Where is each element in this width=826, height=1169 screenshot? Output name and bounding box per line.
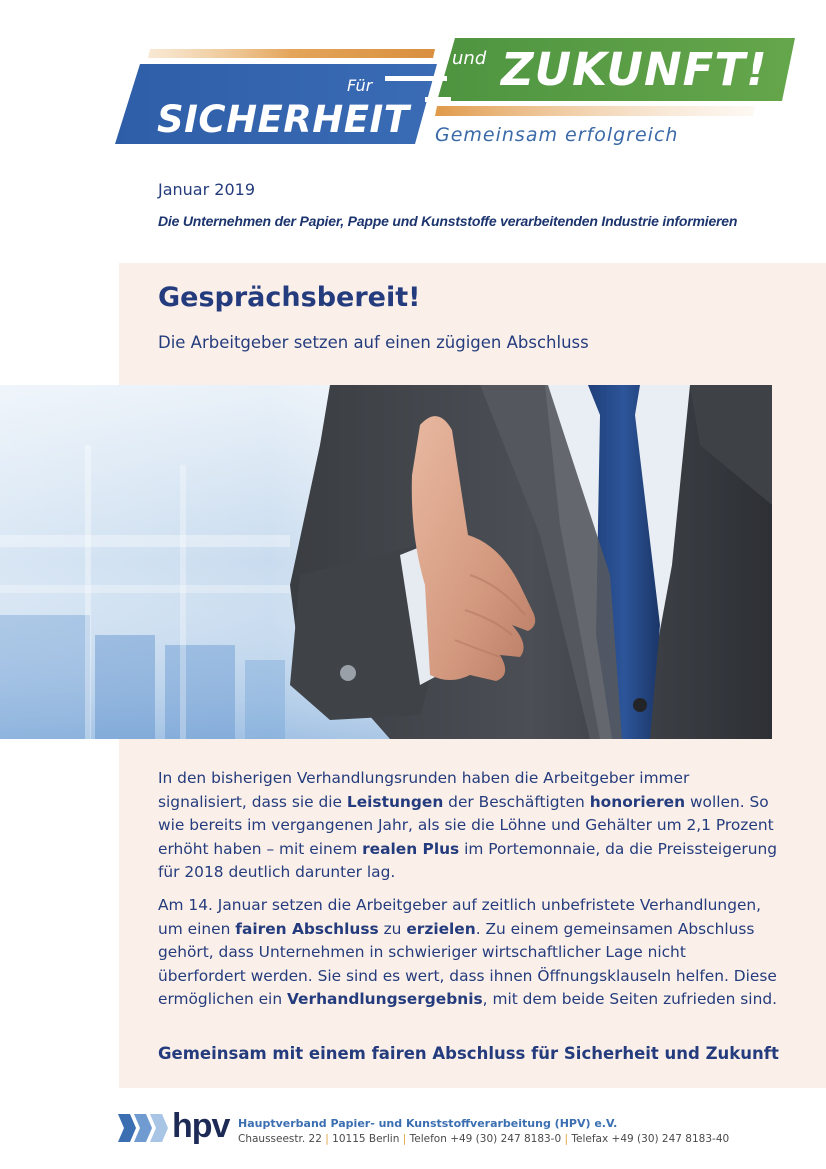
- p1-text-a: In den bisherigen Verhandlungsrunden haben die Arbeitgeber immer signalisiert, dass sie die: [158, 769, 690, 811]
- logo-fur-text: Für: [347, 76, 373, 95]
- p2-emph-fairen-abschluss: fairen Abschluss: [235, 919, 379, 938]
- footer-street: Chausseestr. 22: [238, 1133, 322, 1145]
- p1-text-c: der Beschäftigten: [443, 792, 590, 811]
- campaign-logo: [115, 36, 795, 156]
- p1-emph-honorieren: honorieren: [589, 792, 686, 811]
- article-lead: Die Arbeitgeber setzen auf einen zügigen Abschluss: [158, 333, 589, 352]
- p2-text-d: . Zu einem gemeinsamen Abschluss gehört, dass Unternehmen in schwieriger wirtschaftlicher Lage nicht überfordert werden. Sie sind es wert, dass ihnen Öffnungsklauseln helfen. Diese ermöglichen ein: [158, 919, 777, 1009]
- p1-text-e: im Portemonnaie, da die Preissteigerung für 2018 deutlich darunter lag.: [158, 839, 778, 882]
- paragraph-1: [158, 767, 778, 885]
- issue-date: Januar 2019: [158, 180, 255, 199]
- footer-city: 10115 Berlin: [332, 1133, 400, 1145]
- logo-sicherheit-text: SICHERHEIT: [157, 98, 410, 141]
- p2-text-c: zu: [378, 919, 407, 938]
- footer-phone: Telefon +49 (30) 247 8183-0: [409, 1133, 562, 1145]
- footer-separator-2: |: [402, 1133, 407, 1145]
- logo-und-text: und: [452, 48, 487, 69]
- logo-zukunft-text: ZUKUNFT!: [501, 43, 768, 96]
- p2-emph-verhandlungsergebnis: Verhandlungsergebnis: [286, 990, 483, 1009]
- p2-text-e: , mit dem beide Seiten zufrieden sind.: [482, 990, 778, 1009]
- handshake-photo: [0, 385, 772, 739]
- footer-separator-3: |: [564, 1133, 569, 1145]
- paragraph-2: [158, 894, 778, 1012]
- p1-text-d: wollen. So wie bereits im vergangenen Jahr, als sie die Löhne und Gehälter um 2,1 Prozent erhöht haben – mit einem: [158, 792, 774, 858]
- p2-emph-erzielen: erzielen: [406, 919, 476, 938]
- footer-fax: Telefax +49 (30) 247 8183-40: [571, 1133, 730, 1145]
- hpv-logo-text: hpv: [172, 1107, 230, 1145]
- footer-address: [238, 1133, 729, 1145]
- p1-emph-realen-plus: realen Plus: [362, 839, 460, 858]
- article-body: [158, 767, 778, 1021]
- article-headline: Gesprächsbereit!: [158, 282, 421, 313]
- newsletter-subtitle: Die Unternehmen der Papier, Pappe und Kunststoffe verarbeitenden Industrie informieren: [158, 213, 738, 229]
- p2-text-a: Am 14. Januar setzen die Arbeitgeber auf zeitlich unbefristete Verhandlungen, um einen: [158, 895, 762, 938]
- footer-separator-1: |: [325, 1133, 329, 1145]
- p1-emph-leistungen: Leistungen: [346, 792, 444, 811]
- closing-statement: Gemeinsam mit einem fairen Abschluss für Sicherheit und Zukunft: [158, 1044, 779, 1063]
- handshake-illustration: [0, 385, 772, 739]
- logo-tagline: Gemeinsam erfolgreich: [435, 124, 679, 146]
- footer-organisation: Hauptverband Papier- und Kunststoffverarbeitung (HPV) e.V.: [238, 1117, 618, 1130]
